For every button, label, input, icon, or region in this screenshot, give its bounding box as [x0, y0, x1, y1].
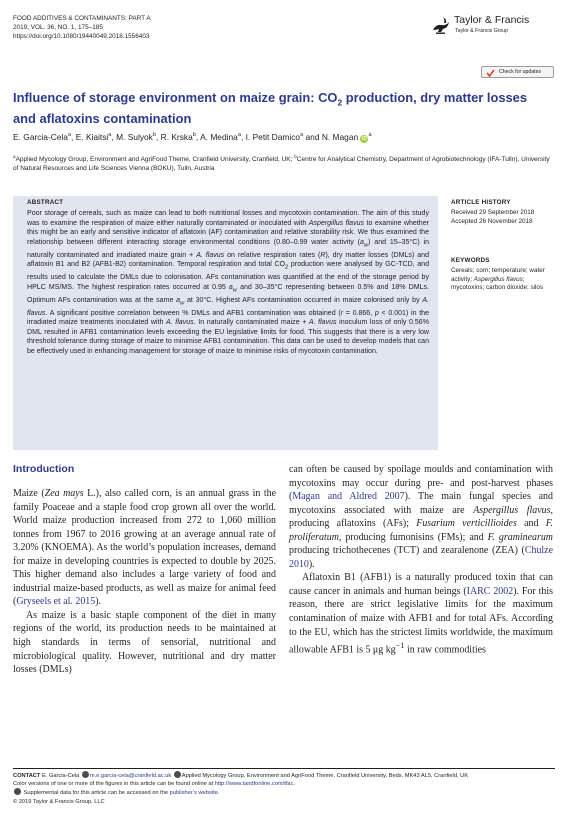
intro-paragraph-2: As maize is a basic staple component of the diet in many regions of the world, its production needs to be maintained at high standards in terms of sensorial, nutritional and microbiological quality. However, nutritional and dry matter losses (DMLs)	[13, 609, 276, 676]
body-column-right	[289, 463, 553, 657]
intro-paragraph-1: Maize (Zea mays L.), also called corn, is an annual grass in the family Poaceae and a staple food crop grown all over the world. World maize production increased from 272 to 1,060 million tonnes from 1967 to 2016 growing at an average annual rate of 3.20% (KNOEMA). As the world’s population increases, demand for maize in developing countries is expected to double by 2025. This higher demand also includes a large variety of food and industrial maize-based products, as well as maize for animal feed (Gryseels et al. 2015).	[13, 488, 276, 608]
email-link[interactable]: m.e.garcia-cela@cranfield.ac.uk	[89, 773, 172, 779]
citation-link[interactable]: Chulze 2010	[289, 545, 553, 570]
author[interactable]: N. Magan $iD^a$	[321, 131, 372, 142]
address-icon	[174, 771, 181, 778]
author[interactable]: E. Kiaitsi$^a$	[75, 131, 112, 142]
publisher-brand[interactable]	[424, 10, 554, 40]
journal-volume: 2019, VOL. 36, NO. 1, 175–185	[13, 24, 103, 31]
citation-link[interactable]: IARC 2002	[466, 585, 514, 597]
email-icon	[82, 771, 89, 778]
color-note: Color versions of one or more of the figures in this article can be found online at http://www.tandfonline.com/tfac.	[13, 781, 296, 788]
orcid-icon[interactable]: iD	[361, 135, 367, 142]
check-for-updates-button[interactable]	[481, 66, 554, 78]
intro-paragraph-3: can often be caused by spoilage moulds and contamination with mycotoxins may occur during pre- and post-harvest phases (Magan and Aldred 2007). The main fungal species and mycotoxins associated with maize are Aspergillus flavus, producing aflatoxins (AFs); Fusarium verticillioides and F. proliferatum, producing fumonisins (FMs); and F. graminearum producing trichothecenes (TCT) and zearalenone (ZEA) (Chulze 2010).	[289, 464, 554, 570]
abstract-text: Poor storage of cereals, such as maize can lead to both nutritional losses and mycotoxin contamination. The aim of this study was to examine the respiration of maize either naturally contaminated or inoculated with Aspergillus flavus to examine whether this might be an early and sensitive indicator of aflatoxin (AF) contamination and relative storability risk. We thus examined the relationship between different interacting storage environmental conditions (0.80–0.99 water activity $(a_w)$ and 15–35°C) in naturally contaminated and irradiated maize grain + A. flavus on relative respiration rates (R), dry matter losses (DMLs) and aflatoxin B1 and B2 (AFB1-B2) contamination. Temporal respiration and total $CO_2$ production were analysed by GC-TCD, and results used to calculate the DMLs due to colonisation. AFs contamination was quantified at the end of the storage period by HPLC MS/MS. The highest respiration rates occurred at 0.95 $a_w$ and 30–35°C representing between 0.5% and 18% DMLs. Optimum AFs contamination was at the same $a_w$ at 30°C. Highest AFs contamination occurred in maize colonised only by A. flavus. A significant positive correlation between % DMLs and AFB1 contamination was obtained (r = 0.866, p < 0.001) in the irradiated maize treatments inoculated with A. flavus. In naturally contaminated maize + A. flavus inoculum loss of only 0.56% DML resulted in AFB1 contamination levels exceeding the EU legislative limits for food. This suggests that there is a very low threshold tolerance during storage of maize to minimise AFB1 contamination. This data can be used to develop models that can be effectively used in enhancing management for storage of maize to minimise risks of mycotoxin contamination.	[27, 210, 430, 355]
author-list: E. Garcia-Cela$^a$, E. Kiaitsi$^a$, M. Sulyok$^b$, R. Krska$^b$, A. Medina$^a$, I. Petit Damico$^a$ and N. Magan $iD^a$	[13, 131, 372, 142]
keywords-heading: KEYWORDS	[451, 257, 490, 264]
body-column-left	[13, 487, 276, 677]
affiliations: $^a$Applied Mycology Group, Environment and AgriFood Theme, Cranfield University, Cranfield, UK; $^b$Centre for Analytical Chemistry, Department of Agrobiotechnology (IFA-Tulln), University of Natural Resources and Life Sciences Vienna (BOKU), Tulln, Austria	[13, 154, 550, 173]
taylor-francis-lamp-icon	[430, 14, 452, 36]
citation-link[interactable]: Magan and Aldred 2007	[292, 491, 405, 503]
check-for-updates-label: Check for updates	[499, 69, 542, 75]
author[interactable]: M. Sulyok$^b$	[116, 131, 156, 142]
citation-link[interactable]: Gryseels et al. 2015	[16, 596, 96, 608]
publisher-website-link[interactable]: publisher’s website	[169, 790, 218, 797]
keywords-list: Cereals; corn; temperature; water activity; Aspergillus flavus; mycotoxins; carbon dioxide; silos	[451, 267, 545, 291]
publisher-tagline: Taylor & Francis Group	[455, 28, 509, 34]
received-date: Received 29 September 2018	[451, 209, 535, 216]
journal-doi[interactable]: https://doi.org/10.1080/19440049.2018.1556403	[13, 33, 150, 40]
supplemental-data-icon	[14, 788, 21, 795]
author[interactable]: R. Krska$^b$	[160, 131, 196, 142]
publisher-name: Taylor & Francis	[454, 14, 530, 26]
footer	[13, 771, 557, 806]
author[interactable]: A. Medina$^a$	[200, 131, 241, 142]
footer-divider	[13, 768, 555, 769]
color-figures-link[interactable]: http://www.tandfonline.com/tfac	[214, 781, 294, 788]
check-updates-icon	[486, 69, 495, 77]
contact-line: CONTACT E. Garcia-Cela m.e.garcia-cela@cranfield.ac.uk Applied Mycology Group, Environment and AgriFood Theme, Cranfield University, Beds. MK43 AL5, Cranfield, UK	[13, 773, 468, 779]
accepted-date: Accepted 26 November 2018	[451, 217, 533, 225]
introduction-heading: Introduction	[13, 463, 75, 475]
article-title: Influence of storage environment on maize grain: $CO_2$ production, dry matter losses and aflatoxins contamination	[13, 90, 528, 126]
copyright: © 2019 Taylor & Francis Group, LLC	[13, 798, 105, 805]
abstract-heading: ABSTRACT	[27, 199, 64, 206]
journal-meta	[13, 14, 151, 41]
journal-name: FOOD ADDITIVES & CONTAMINANTS: PART A	[13, 15, 151, 22]
intro-paragraph-4: Aflatoxin B1 (AFB1) is a naturally produced toxin that can cause cancer in animals and human beings (IARC 2002). For this reason, there are strict legislative limits for the maximum contamination of maize with AFB1 and for total AFs. According to the EU, which has the strictest limits worldwide, the maximum allowable AFB1 is 5 μg $kg^{-1}$ in raw commodities	[289, 572, 553, 656]
article-history-heading: ARTICLE HISTORY	[451, 199, 511, 206]
author[interactable]: E. Garcia-Cela$^a$	[13, 131, 72, 142]
supplemental-note: Supplemental data for this article can be accessed on the publisher’s website.	[13, 788, 557, 797]
author[interactable]: I. Petit Damico$^a$	[245, 131, 304, 142]
article-history	[451, 209, 556, 226]
